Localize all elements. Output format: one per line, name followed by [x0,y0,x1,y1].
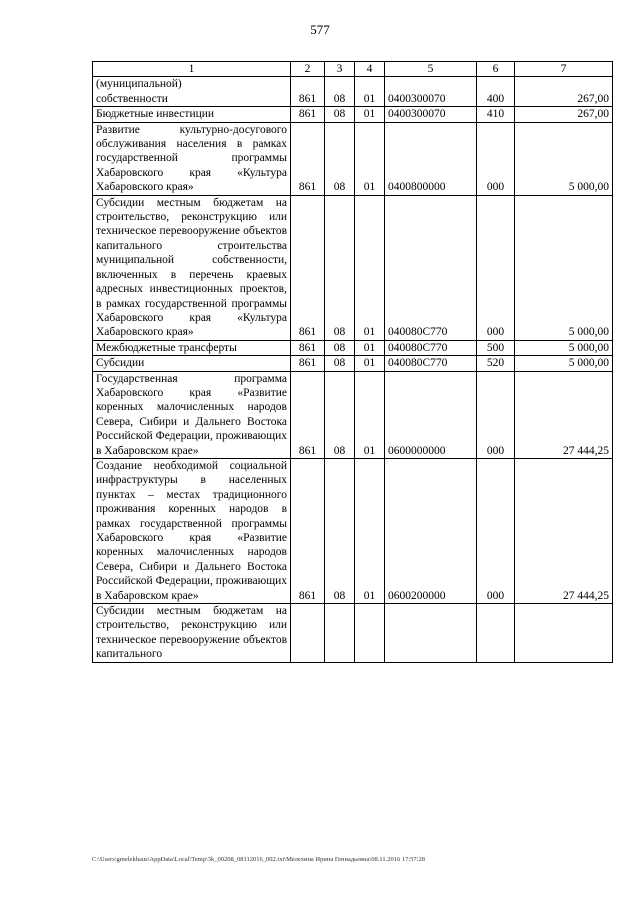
row-subsection-cell: 01 [355,458,385,603]
column-header: 1 [93,62,291,77]
row-section-cell: 08 [325,77,355,107]
row-subsection-cell [355,604,385,663]
row-code-admin-cell: 861 [291,340,325,355]
row-expense-type-cell: 000 [477,122,515,195]
row-subsection-cell: 01 [355,77,385,107]
row-target-article-cell: 0600200000 [385,458,477,603]
column-header: 5 [385,62,477,77]
row-name-cell: Развитие культурно-досугового обслуживания населения в рамках государственной программы Хабаровского края «Культура Хабаровского края» [93,122,291,195]
column-header: 2 [291,62,325,77]
row-code-admin-cell: 861 [291,356,325,371]
row-code-admin-cell: 861 [291,122,325,195]
column-header: 6 [477,62,515,77]
row-name-cell: (муниципальной) собственности [93,77,291,107]
row-target-article-cell: 040080С770 [385,195,477,340]
row-name-cell: Субсидии местным бюджетам на строительство, реконструкцию или техническое перевооружение объектов капитального [93,604,291,663]
row-section-cell [325,604,355,663]
row-amount-cell: 267,00 [515,107,613,122]
row-target-article-cell: 040080С770 [385,356,477,371]
column-header: 7 [515,62,613,77]
row-amount-cell: 27 444,25 [515,371,613,458]
row-subsection-cell: 01 [355,371,385,458]
row-section-cell: 08 [325,356,355,371]
row-expense-type-cell: 400 [477,77,515,107]
row-subsection-cell: 01 [355,356,385,371]
row-amount-cell: 27 444,25 [515,458,613,603]
row-amount-cell: 5 000,00 [515,356,613,371]
row-amount-cell: 5 000,00 [515,340,613,355]
row-name-cell: Государственная программа Хабаровского края «Развитие коренных малочисленных народов Севера, Сибири и Дальнего Востока Российской Федерации, проживающих в Хабаровском крае» [93,371,291,458]
row-expense-type-cell: 000 [477,458,515,603]
row-expense-type-cell: 410 [477,107,515,122]
row-target-article-cell: 0400300070 [385,107,477,122]
table-row [93,107,613,122]
row-expense-type-cell: 500 [477,340,515,355]
row-expense-type-cell: 000 [477,195,515,340]
budget-table [92,61,613,663]
row-amount-cell: 267,00 [515,77,613,107]
column-header: 4 [355,62,385,77]
row-section-cell: 08 [325,107,355,122]
table-row [93,604,613,663]
row-section-cell: 08 [325,195,355,340]
row-code-admin-cell: 861 [291,458,325,603]
row-section-cell: 08 [325,458,355,603]
row-target-article-cell [385,604,477,663]
row-code-admin-cell: 861 [291,77,325,107]
table-row [93,371,613,458]
row-subsection-cell: 01 [355,340,385,355]
row-expense-type-cell: 000 [477,371,515,458]
row-target-article-cell: 0600000000 [385,371,477,458]
row-amount-cell: 5 000,00 [515,195,613,340]
row-section-cell: 08 [325,371,355,458]
row-target-article-cell: 0400300070 [385,77,477,107]
table-row [93,195,613,340]
table-row [93,356,613,371]
table-row [93,77,613,107]
row-code-admin-cell: 861 [291,107,325,122]
row-code-admin-cell [291,604,325,663]
table-row [93,458,613,603]
column-header: 3 [325,62,355,77]
row-amount-cell [515,604,613,663]
row-name-cell: Субсидии местным бюджетам на строительство, реконструкцию или техническое перевооружение объектов капитального строительства муниципальной собственности, включенных в перечень краевых адресных инвестиционных проектов, в рамках государственной программы Хабаровского края «Культура Хабаровского края» [93,195,291,340]
row-target-article-cell: 0400800000 [385,122,477,195]
row-target-article-cell: 040080С770 [385,340,477,355]
row-subsection-cell: 01 [355,122,385,195]
row-name-cell: Межбюджетные трансферты [93,340,291,355]
table-row [93,122,613,195]
row-name-cell: Создание необходимой социальной инфраструктуры в населенных пунктах – местах традиционного проживания коренных народов в рамках государственной программы Хабаровского края «Развитие коренных малочисленных народов Севера, Сибири и Дальнего Востока Российской Федерации, проживающих в Хабаровском крае» [93,458,291,603]
row-expense-type-cell: 520 [477,356,515,371]
row-subsection-cell: 01 [355,195,385,340]
row-code-admin-cell: 861 [291,195,325,340]
row-amount-cell: 5 000,00 [515,122,613,195]
row-name-cell: Бюджетные инвестиции [93,107,291,122]
row-code-admin-cell: 861 [291,371,325,458]
row-section-cell: 08 [325,340,355,355]
row-expense-type-cell [477,604,515,663]
row-section-cell: 08 [325,122,355,195]
table-header-row [93,62,613,77]
file-path-footer: C:\Users\gmelekhaus\AppData\Local\Temp\3k_00208_08112016_002.txt\Мелехина Ирина Геннадьевна\08.11.2016 17:57:28 [92,856,425,863]
page-number: 577 [310,22,330,37]
table-row [93,340,613,355]
row-subsection-cell: 01 [355,107,385,122]
row-name-cell: Субсидии [93,356,291,371]
